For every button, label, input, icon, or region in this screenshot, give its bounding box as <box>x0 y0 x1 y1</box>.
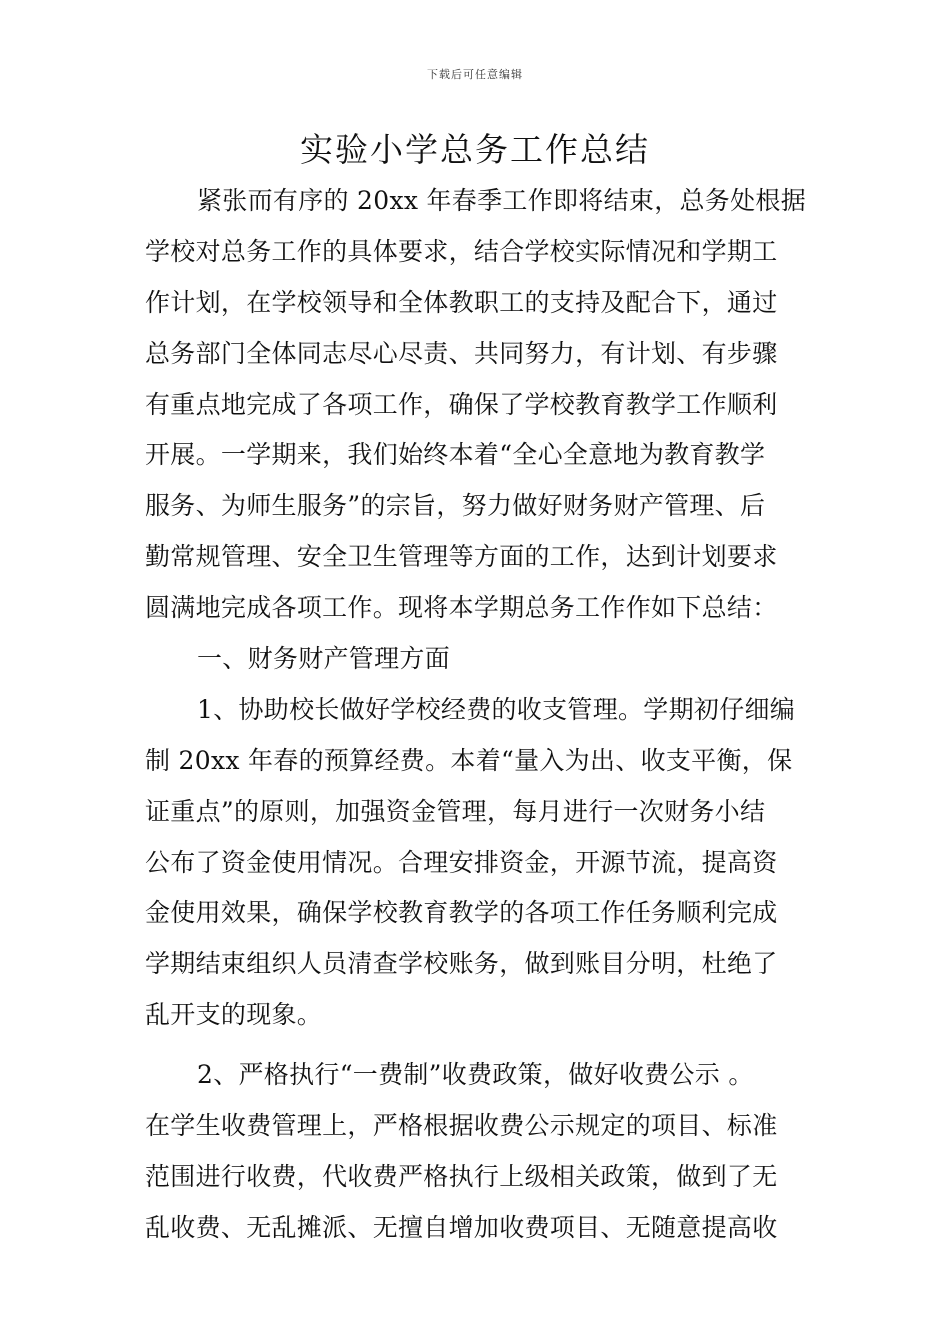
paragraph-line: 开展。一学期来，我们始终本着“全心全意地为教育教学 <box>145 440 766 470</box>
paragraph-gap <box>145 1041 809 1050</box>
paragraph-line: 服务、为师生服务”的宗旨，努力做好财务财产管理、后 <box>145 491 766 521</box>
paragraph-line: 乱收费、无乱摊派、无擅自增加收费项目、无随意提高收 <box>145 1212 778 1242</box>
document-body <box>145 176 809 1254</box>
section-heading: 一、财务财产管理方面 <box>197 644 451 674</box>
paragraph-line: 金使用效果，确保学校教育教学的各项工作任务顺利完成 <box>145 898 778 928</box>
paragraph-line: 范围进行收费，代收费严格执行上级相关政策，做到了无 <box>145 1161 778 1191</box>
paragraph-line: 2、严格执行“一费制”收费政策，做好收费公示 。 <box>197 1060 754 1090</box>
paragraph-line: 总务部门全体同志尽心尽责、共同努力，有计划、有步骤 <box>145 338 778 368</box>
paragraph-line: 1、协助校长做好学校经费的收支管理。学期初仔细编 <box>197 694 796 724</box>
paragraph-line: 制 20xx 年春的预算经费。本着“量入为出、收支平衡，保 <box>145 745 793 775</box>
document-title: 实验小学总务工作总结 <box>300 130 650 169</box>
paragraph-line: 乱开支的现象。 <box>145 1000 323 1030</box>
header-note: 下载后可任意编辑 <box>427 68 523 81</box>
paragraph-line: 学校对总务工作的具体要求，结合学校实际情况和学期工 <box>145 236 778 266</box>
paragraph-line: 公布了资金使用情况。合理安排资金，开源节流，提高资 <box>145 847 778 877</box>
paragraph-line: 勤常规管理、安全卫生管理等方面的工作，达到计划要求 <box>145 542 778 572</box>
paragraph-line: 紧张而有序的 20xx 年春季工作即将结束，总务处根据 <box>197 186 807 215</box>
paragraph-line: 学期结束组织人员清查学校账务，做到账目分明，杜绝了 <box>145 949 778 979</box>
paragraph-line: 圆满地完成各项工作。现将本学期总务工作作如下总结： <box>145 593 778 623</box>
paragraph-line: 证重点”的原则，加强资金管理，每月进行一次财务小结 <box>145 796 766 826</box>
paragraph-line: 作计划，在学校领导和全体教职工的支持及配合下，通过 <box>145 287 778 317</box>
paragraph-line: 在学生收费管理上，严格根据收费公示规定的项目、标准 <box>145 1111 778 1141</box>
paragraph-line: 有重点地完成了各项工作，确保了学校教育教学工作顺利 <box>145 389 778 419</box>
